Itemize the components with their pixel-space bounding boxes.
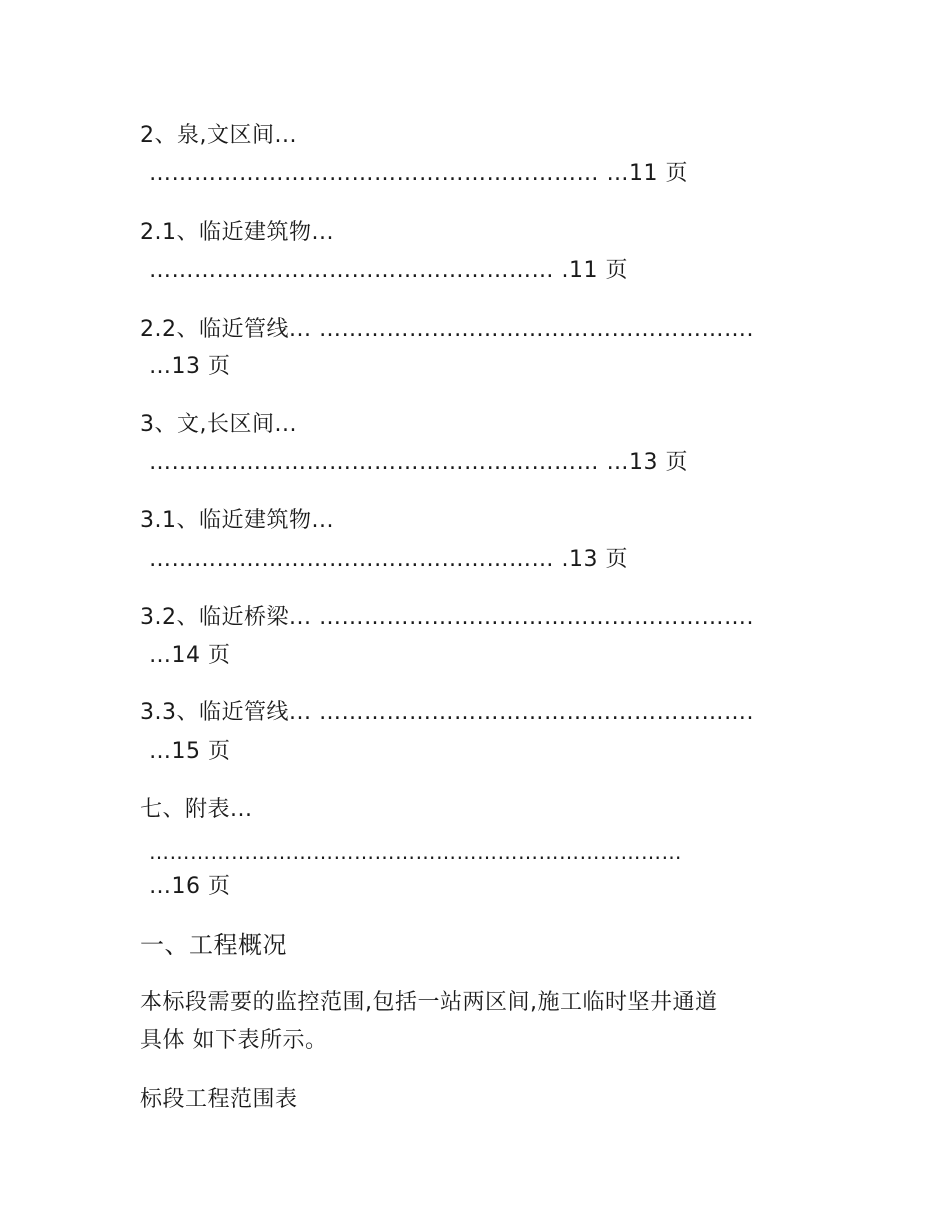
toc-entry-title: 3.3、临近管线... …………………………………………………. [140,700,754,725]
toc-entry-title: 七、附表... [140,797,253,822]
toc-entry-leader: …………………………………………………………………… [149,840,682,864]
toc-entry-leader: ……………………………………………… .13 页 [149,547,628,572]
toc-entry-title: 3、文,长区间... [140,412,297,437]
toc-entry-leader: …………………………………………………… …11 页 [149,161,688,186]
body-paragraph-line: 本标段需要的监控范围,包括一站两区间,施工临时坚井通道 [140,990,718,1015]
body-paragraph-line: 具体 如下表所示。 [140,1028,328,1053]
section-heading: 一、工程概况 [140,931,287,959]
toc-entry-title: 2、泉,文区间... [140,123,297,148]
toc-entry-leader: …………………………………………………… …13 页 [149,450,688,475]
toc-entry-leader: …15 页 [149,739,231,764]
toc-entry-leader: ……………………………………………… .11 页 [149,258,628,283]
toc-entry-leader: …14 页 [149,643,231,668]
table-caption: 标段工程范围表 [140,1087,298,1112]
toc-entry-leader: …13 页 [149,354,231,379]
toc-entry-page: …16 页 [149,874,231,899]
toc-entry-title: 3.2、临近桥梁... …………………………………………………. [140,605,754,630]
toc-entry-title: 2.1、临近建筑物... [140,220,334,245]
toc-entry-title: 3.1、临近建筑物... [140,508,334,533]
toc-entry-title: 2.2、临近管线... …………………………………………………. [140,317,754,342]
